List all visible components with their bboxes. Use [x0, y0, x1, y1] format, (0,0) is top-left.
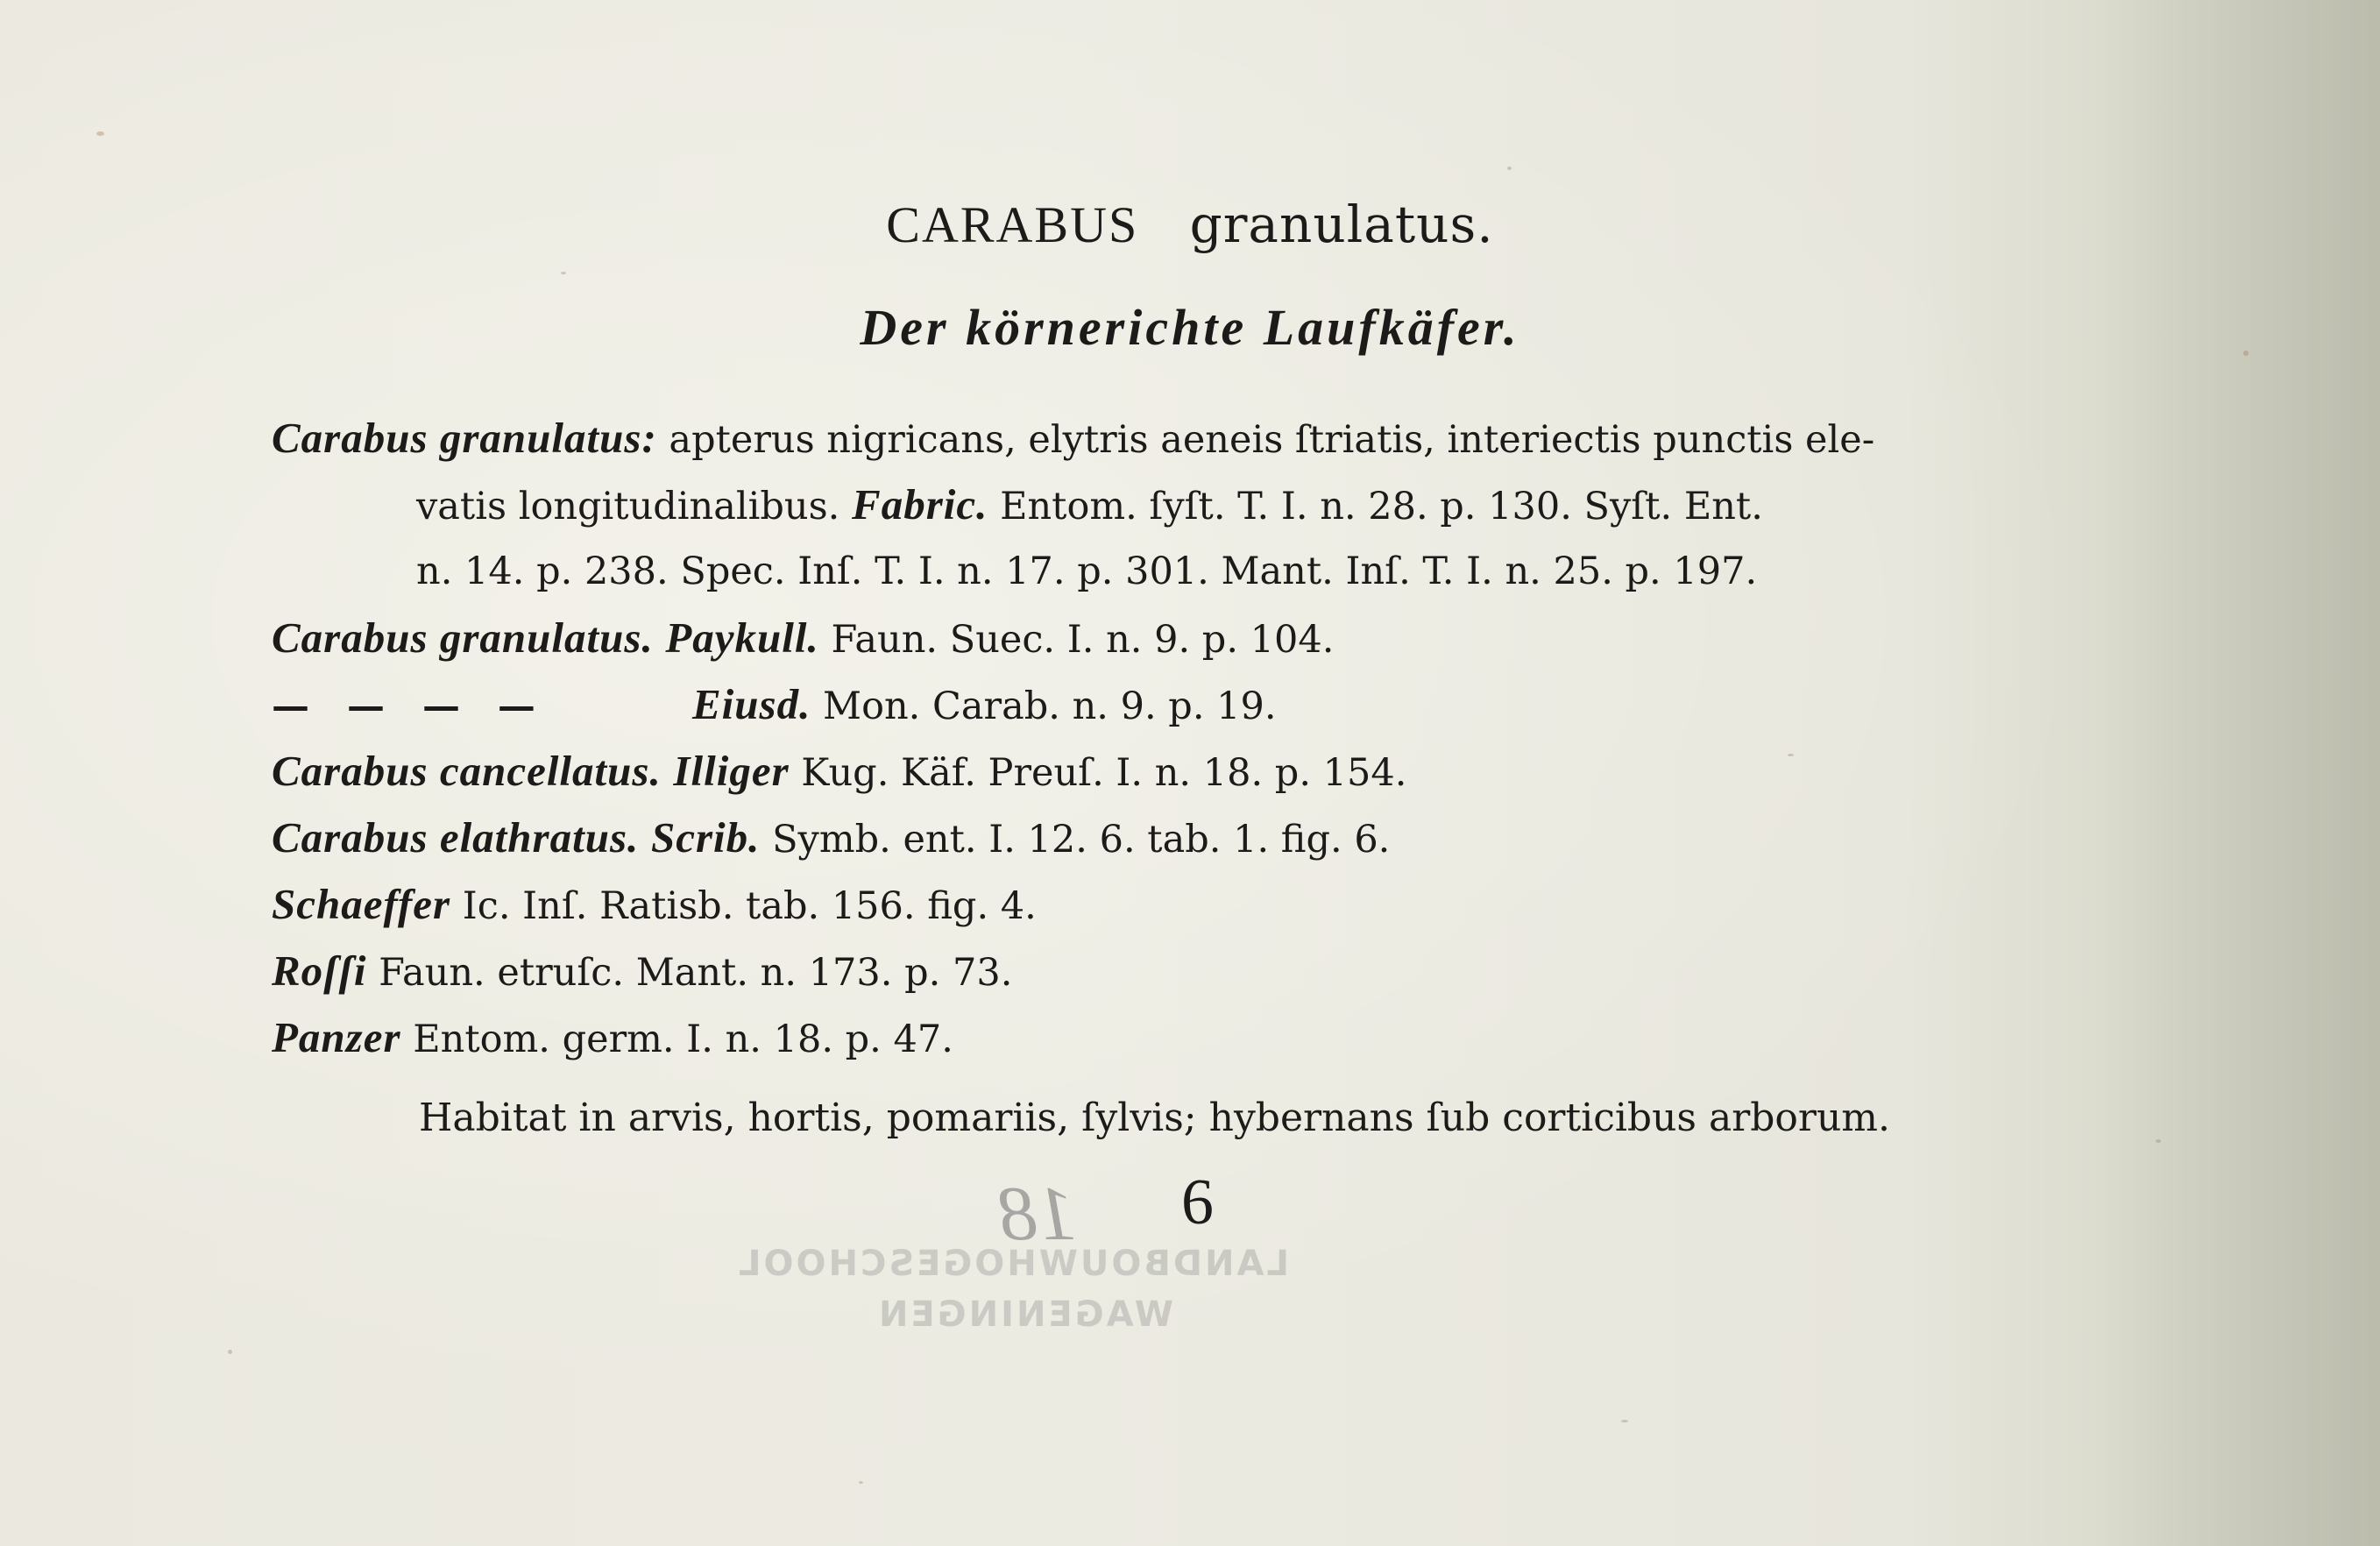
stamp-line-2: WAGENINGEN	[876, 1294, 1173, 1335]
page-number: 6	[1181, 1167, 1214, 1238]
synonym-name: Carabus cancellatus.	[272, 747, 662, 795]
synonym-list	[272, 405, 2068, 1071]
common-name: Der körnerichte Laufkäfer.	[860, 299, 1520, 356]
synonym-entry	[272, 1004, 2068, 1071]
author-name: Fabric.	[852, 480, 988, 528]
species-name: granulatus.	[1189, 195, 1494, 254]
synonym-entry	[272, 805, 2068, 871]
stamp-line-1: LANDBOUWHOGESCHOOL	[736, 1244, 1289, 1284]
synonym-name: Carabus granulatus:	[272, 414, 657, 462]
synonym-entry	[272, 738, 2068, 805]
author-name: Paykull.	[665, 613, 819, 662]
paper-fleck	[859, 1481, 863, 1484]
synonym-continuation	[272, 472, 2068, 538]
reference-text: n. 14. p. 238. Spec. Inſ. T. I. n. 17. p. 301. Mant. Inſ. T. I. n. 25. p. 197.	[416, 550, 1758, 593]
synonym-entry	[272, 405, 2068, 472]
paper-fleck	[1621, 1420, 1628, 1422]
author-name: Schaeffer	[272, 880, 451, 928]
library-stamp	[719, 1170, 1385, 1363]
author-name: Illiger	[673, 747, 790, 795]
reference-text: Faun. Suec. I. n. 9. p. 104.	[818, 618, 1335, 662]
author-name: Scrib.	[650, 813, 761, 862]
paper-fleck	[1507, 167, 1512, 170]
synonym-entry	[272, 605, 2068, 671]
reference-text: Faun. etruſc. Mant. n. 173. p. 73.	[366, 951, 1013, 995]
synonym-entry	[272, 871, 2068, 938]
ditto-dashes: — — — —	[272, 684, 548, 728]
stamp-handwritten-mark: 18	[999, 1172, 1076, 1257]
synonym-name: Carabus granulatus.	[272, 613, 654, 662]
author-name: Panzer	[272, 1013, 401, 1061]
paper-fleck	[96, 131, 104, 136]
genus-name: CARABUS	[886, 196, 1139, 253]
synonym-name: Carabus elathratus.	[272, 813, 640, 862]
species-heading	[0, 195, 2380, 254]
synonym-continuation	[272, 538, 2068, 605]
reference-text: Ic. Inſ. Ratisb. tab. 156. fig. 4.	[450, 884, 1037, 928]
synonym-description: vatis longitudinalibus.	[416, 485, 853, 528]
reference-text: Entom. ſyſt. T. I. n. 28. p. 130. Syſt. Ent.	[988, 485, 1763, 528]
synonym-description: apterus nigricans, elytris aeneis ſtriatis, interiectis punctis ele-	[656, 418, 1875, 462]
paper-fleck	[561, 272, 566, 274]
reference-text: Symb. ent. I. 12. 6. tab. 1. fig. 6.	[760, 818, 1391, 862]
habitat-text: Habitat in arvis, hortis, pomariis, ſylvis; hybernans ſub corticibus arborum.	[419, 1096, 1891, 1140]
synonym-entry	[272, 938, 2068, 1004]
reference-text: Mon. Carab. n. 9. p. 19.	[811, 684, 1277, 728]
author-name: Roſſi	[272, 947, 367, 995]
synonym-entry	[272, 671, 2068, 738]
author-name: Eiusd.	[692, 680, 811, 728]
reference-text: Entom. germ. I. n. 18. p. 47.	[400, 1018, 953, 1061]
reference-text: Kug. Käf. Preuſ. I. n. 18. p. 154.	[789, 751, 1407, 795]
paper-fleck	[228, 1350, 232, 1354]
paper-fleck	[2156, 1139, 2161, 1143]
